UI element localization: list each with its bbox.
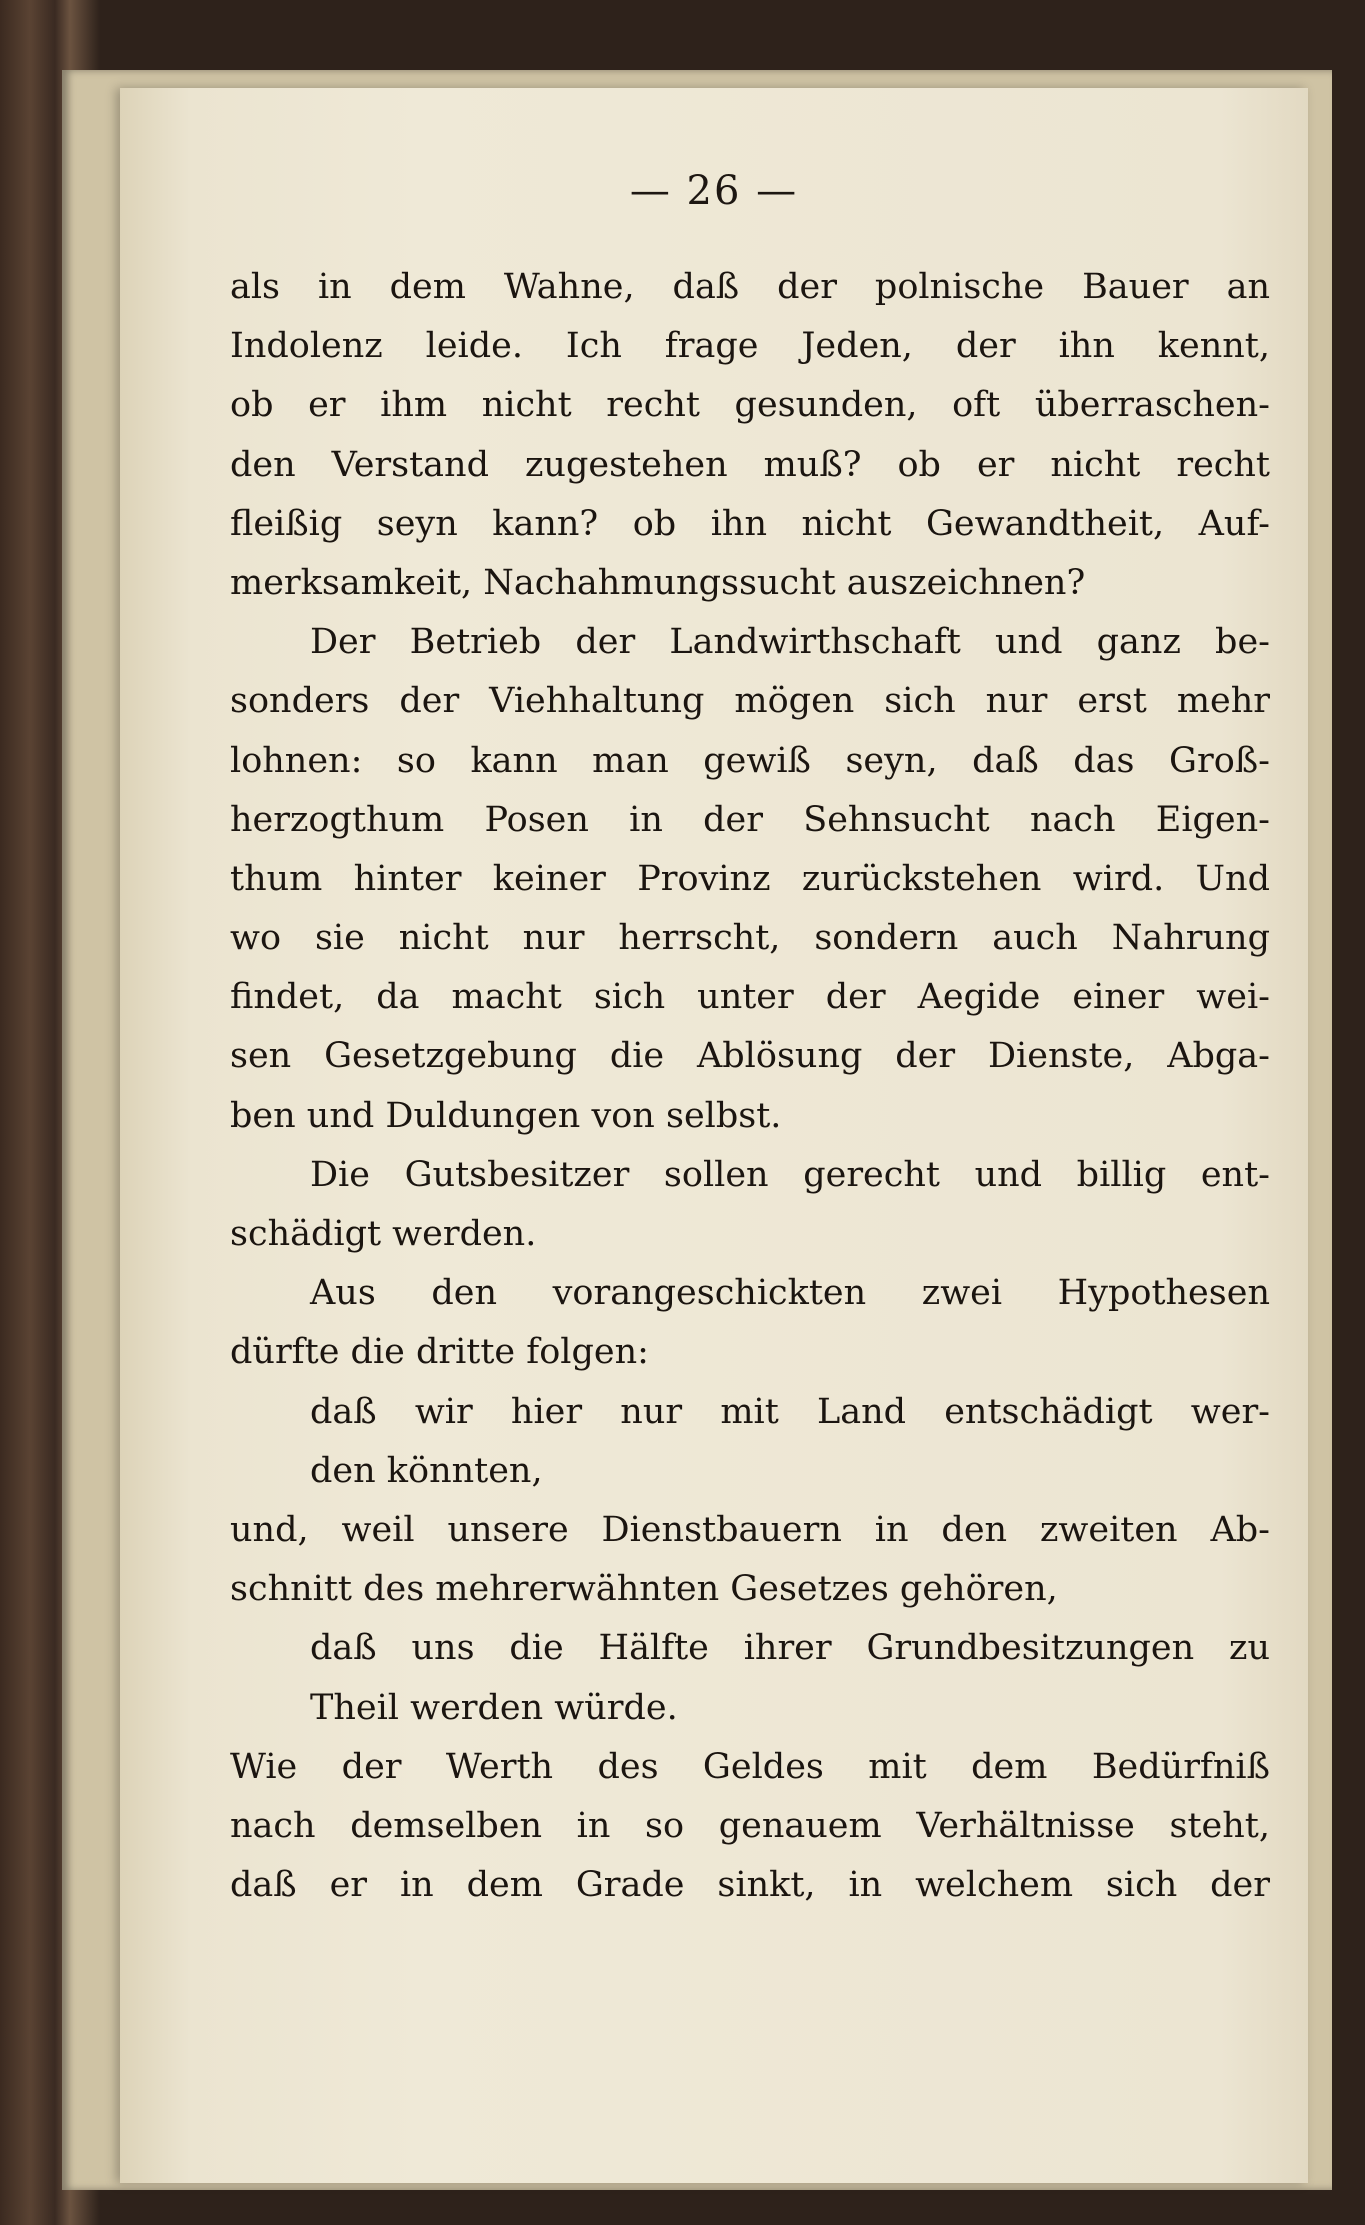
text-line: fleißig seyn kann? ob ihn nicht Gewandtheit, Auf-: [230, 503, 1270, 544]
text-line: ob er ihm nicht recht gesunden, oft überraschen-: [230, 385, 1270, 426]
text-line: Indolenz leide. Ich frage Jeden, der ihn kennt,: [230, 326, 1270, 367]
text-line: Aus den vorangeschickten zwei Hypothesen: [310, 1273, 1270, 1314]
text-line: schädigt werden.: [230, 1214, 537, 1254]
text-line: Wie der Werth des Geldes mit dem Bedürfniß: [230, 1746, 1270, 1787]
text-line: sen Gesetzgebung die Ablösung der Dienste, Abga-: [230, 1036, 1270, 1077]
text-line: schnitt des mehrerwähnten Gesetzes gehören,: [230, 1569, 1058, 1610]
text-line: Theil werden würde.: [310, 1687, 678, 1728]
text-line: und, weil unsere Dienstbauern in den zweiten Ab-: [230, 1509, 1270, 1550]
text-line: den könnten,: [310, 1450, 543, 1491]
text-line: ben und Duldungen von selbst.: [230, 1095, 782, 1136]
text-line: wo sie nicht nur herrscht, sondern auch Nahrung: [230, 918, 1270, 959]
text-line: den Verstand zugestehen muß? ob er nicht recht: [230, 444, 1270, 485]
text-line: dürfte die dritte folgen:: [230, 1332, 649, 1373]
text-line: als in dem Wahne, daß der polnische Bauer an: [230, 267, 1270, 307]
text-line: Der Betrieb der Landwirthschaft und ganz be-: [310, 622, 1270, 663]
text-line: lohnen: so kann man gewiß seyn, daß das Groß-: [230, 740, 1270, 781]
text-line: daß uns die Hälfte ihrer Grundbesitzungen zu: [310, 1628, 1270, 1669]
text-line: findet, da macht sich unter der Aegide einer wei-: [230, 977, 1270, 1018]
text-line: nach demselben in so genauem Verhältnisse steht,: [230, 1805, 1270, 1846]
text-line: sonders der Viehhaltung mögen sich nur erst mehr: [230, 681, 1270, 722]
page-number: — 26 —: [629, 168, 799, 214]
text-line: daß er in dem Grade sinkt, in welchem sich der: [230, 1865, 1270, 1906]
text-block: [230, 258, 1270, 1915]
text-line: merksamkeit, Nachahmungssucht auszeichnen?: [230, 562, 1086, 603]
text-line: herzogthum Posen in der Sehnsucht nach Eigen-: [230, 799, 1270, 840]
text-line: Die Gutsbesitzer sollen gerecht und billig ent-: [310, 1154, 1270, 1195]
text-line: daß wir hier nur mit Land entschädigt wer-: [310, 1391, 1270, 1432]
text-line: thum hinter keiner Provinz zurückstehen wird. Und: [230, 858, 1270, 899]
